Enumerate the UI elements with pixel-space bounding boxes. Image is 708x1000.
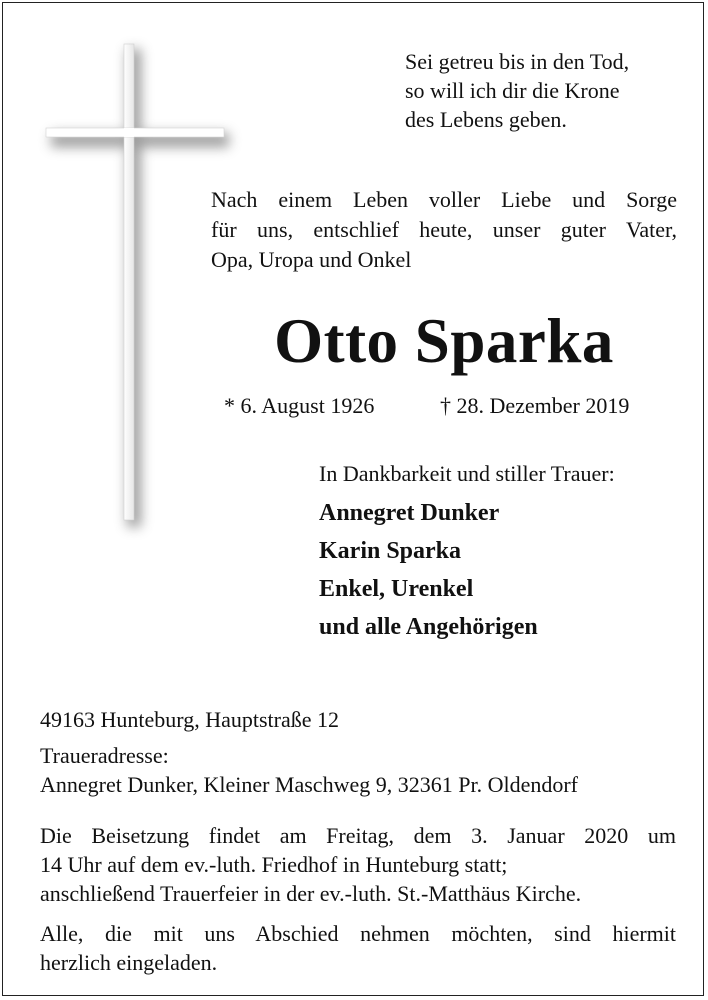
burial-line: Die Beisetzung findet am Freitag, dem 3. Januar 2020 um <box>40 823 676 848</box>
home-address: 49163 Hunteburg, Hauptstraße 12 <box>40 707 339 732</box>
deceased-name: Otto Sparka <box>274 306 614 376</box>
mourner-name: Karin Sparka <box>319 538 462 564</box>
intro-line: Opa, Uropa und Onkel <box>211 247 412 272</box>
obituary-notice <box>2 2 704 996</box>
mourner-name: und alle Angehörigen <box>319 614 538 640</box>
intro-line: für uns, entschlief heute, unser guter Vater, <box>211 217 677 242</box>
intro-text <box>211 185 677 275</box>
verse-line: Sei getreu bis in den Tod, <box>405 49 630 74</box>
intro-line: Nach einem Leben voller Liebe und Sorge <box>211 187 677 212</box>
bible-verse <box>405 47 695 134</box>
birth-date: * 6. August 1926 <box>224 393 375 418</box>
mourning-address-label: Traueradresse: <box>40 743 169 768</box>
verse-line: des Lebens geben. <box>405 107 567 132</box>
mourning-address: Annegret Dunker, Kleiner Maschweg 9, 32361 Pr. Oldendorf <box>40 772 578 797</box>
verse-line: so will ich dir die Krone <box>405 78 620 103</box>
burial-line: anschließend Trauerfeier in der ev.-luth. St.-Matthäus Kirche. <box>40 881 582 906</box>
mourners-names <box>319 494 689 646</box>
invite-line: herzlich eingeladen. <box>40 950 218 975</box>
invitation-text <box>40 919 676 977</box>
mourners-block <box>319 459 689 646</box>
burial-info <box>40 821 676 908</box>
mourners-heading: In Dankbarkeit und stiller Trauer: <box>319 461 615 486</box>
death-date: † 28. Dezember 2019 <box>440 393 630 418</box>
mourner-name: Enkel, Urenkel <box>319 576 474 602</box>
mourner-name: Annegret Dunker <box>319 500 500 526</box>
cross-icon <box>3 3 243 543</box>
invite-line: Alle, die mit uns Abschied nehmen möchten, sind hiermit <box>40 921 676 946</box>
address-block <box>40 705 680 799</box>
burial-line: 14 Uhr auf dem ev.-luth. Friedhof in Hunteburg statt; <box>40 852 508 877</box>
